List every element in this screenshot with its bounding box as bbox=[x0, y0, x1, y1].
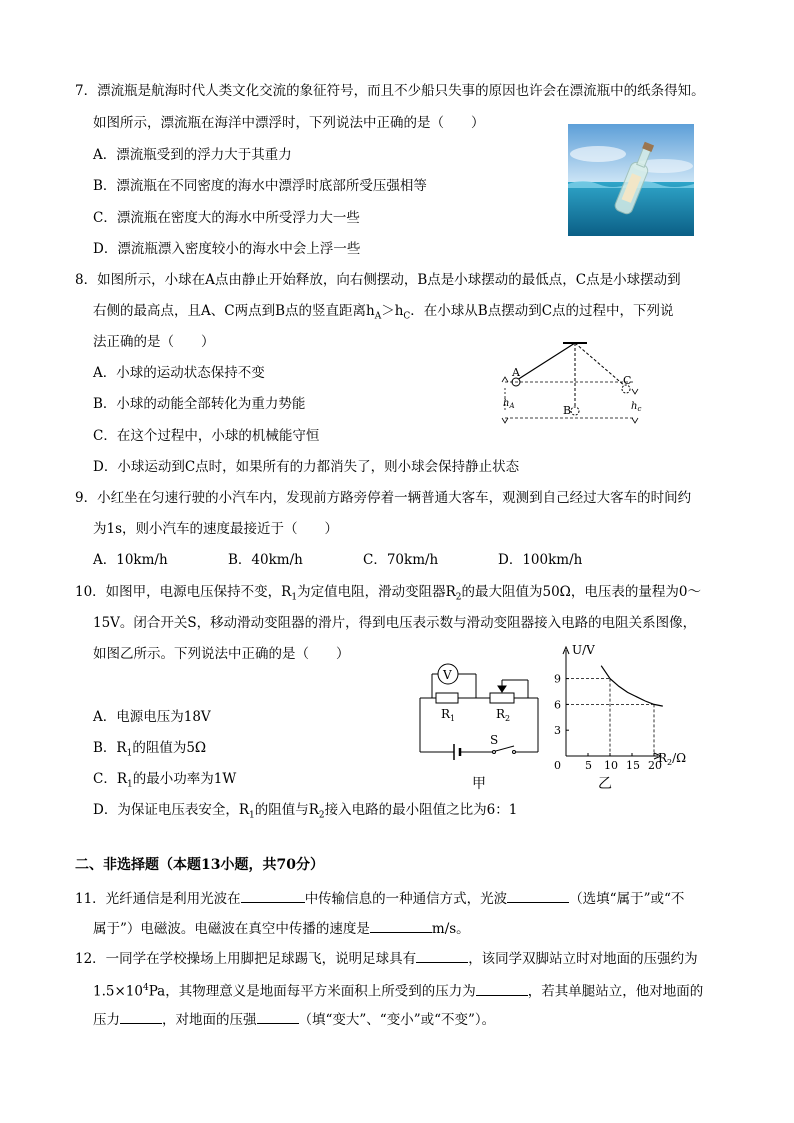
pendulum-ha-sub: A bbox=[509, 402, 515, 410]
svg-text:R2 bbox=[496, 707, 510, 723]
r1-sub: 1 bbox=[450, 714, 456, 723]
q11-blank-2[interactable] bbox=[507, 888, 569, 903]
q12-p8: （填“变大”、“变小”或“不变”）。 bbox=[298, 1012, 496, 1028]
q9-stem-line2: 为1s，则小汽车的速度最接近于（ ） bbox=[93, 521, 339, 537]
pendulum-figure bbox=[495, 336, 655, 428]
q10-stem-line1 bbox=[75, 583, 701, 607]
q10-stem-line3: 如图乙所示。下列说法中正确的是（ ） bbox=[93, 646, 350, 662]
graph-ylabel: U/V bbox=[572, 643, 595, 657]
q8-option-b: B．小球的动能全部转化为重力势能 bbox=[93, 396, 306, 412]
q9-option-c: C．70km/h bbox=[363, 552, 439, 568]
q8-stem-line1: 8．如图所示，小球在A点由静止开始释放，向右侧摆动，B点是小球摆动的最低点，C点是小球摆动到 bbox=[75, 272, 681, 288]
q12-line3 bbox=[93, 1009, 495, 1029]
r1-label: R bbox=[441, 707, 451, 721]
q11-p1: 11．光纤通信是利用光波在 bbox=[75, 891, 241, 907]
q12-p6: 压力 bbox=[93, 1012, 120, 1028]
graph-xlabel-r: R bbox=[658, 751, 668, 765]
q10-option-a: A．电源电压为18V bbox=[93, 709, 211, 725]
q7-option-d: D．漂流瓶漂入密度较小的海水中会上浮一些 bbox=[93, 241, 361, 257]
q7-option-a: A．漂流瓶受到的浮力大于其重力 bbox=[93, 147, 292, 163]
graph-caption: 乙 bbox=[598, 776, 612, 792]
q10-stem-line2: 15V。闭合开关S，移动滑动变阻器的滑片，得到电压表示数与滑动变阻器接入电路的电阻关系图像， bbox=[93, 615, 697, 631]
q10-line1-a: 10．如图甲，电源电压保持不变，R bbox=[75, 584, 292, 600]
q10-d-post: 接入电路的最小阻值之比为6：1 bbox=[324, 802, 518, 818]
q8-stem-line2-a: 右侧的最高点，且A、C两点到B点的竖直距离h bbox=[93, 303, 375, 319]
q7-stem-line1: 7．漂流瓶是航海时代人类文化交流的象征符号，而且不少船只失事的原因也许会在漂流瓶中的纸条得知。 bbox=[75, 83, 705, 99]
q12-p4: Pa，其物理意义是地面每平方米面积上所受到的压力为 bbox=[148, 983, 476, 1000]
q11-line2 bbox=[93, 918, 470, 938]
circuit-diagram bbox=[410, 656, 548, 792]
graph-ytick-label: 6 bbox=[554, 698, 561, 712]
graph-xtick-label: 15 bbox=[626, 759, 640, 772]
q11-blank-1[interactable] bbox=[241, 888, 305, 903]
graph-xtick-label: 10 bbox=[604, 759, 618, 772]
q8-stem-line2 bbox=[93, 302, 674, 326]
q10-option-b bbox=[93, 739, 206, 763]
q7-option-c: C．漂流瓶在密度大的海水中所受浮力大一些 bbox=[93, 210, 360, 226]
pendulum-label-c: C bbox=[623, 374, 632, 387]
q10-c-post: 的最小功率为1W bbox=[132, 771, 237, 787]
q11-p5: m/s。 bbox=[431, 921, 470, 937]
q7-stem-line2: 如图所示，漂流瓶在海洋中漂浮时，下列说法中正确的是（ ） bbox=[93, 115, 485, 131]
q8-stem-line2-b: ．在小球从B点摆动到C点的过程中，下列说 bbox=[410, 303, 674, 319]
q8-sub-a: A bbox=[374, 311, 382, 322]
q11-p2: 中传输信息的一种通信方式，光波 bbox=[304, 891, 508, 907]
q8-stem-line3: 法正确的是（ ） bbox=[93, 334, 215, 350]
svg-text:R2/Ω bbox=[658, 751, 686, 767]
q9-option-d: D．100km/h bbox=[498, 552, 583, 568]
q12-blank-3[interactable] bbox=[120, 1009, 162, 1024]
section2-header: 二、非选择题（本题13小题，共70分） bbox=[75, 857, 324, 873]
q7-option-b: B．漂流瓶在不同密度的海水中漂浮时底部所受压强相等 bbox=[93, 178, 427, 194]
q9-stem-line1: 9．小红坐在匀速行驶的小汽车内，发现前方路旁停着一辆普通大客车，观测到自己经过大客车的时间约 bbox=[75, 490, 692, 506]
pendulum-label-a: A bbox=[512, 366, 520, 379]
q10-sub-r1: 1 bbox=[291, 592, 298, 603]
q8-sub-c: C bbox=[403, 311, 411, 322]
q12-p5: ，若其单腿站立，他对地面的 bbox=[527, 983, 704, 1000]
svg-text:R1 bbox=[441, 707, 455, 723]
graph-xtick-label: 0 bbox=[554, 759, 561, 772]
pendulum-label-b: B bbox=[563, 404, 572, 417]
drift-bottle-image bbox=[568, 124, 694, 236]
q11-line1 bbox=[75, 888, 684, 908]
q9-option-a: A．10km/h bbox=[93, 552, 168, 568]
svg-text:hA bbox=[503, 398, 515, 410]
graph-xlabel-unit: /Ω bbox=[672, 751, 687, 765]
q12-p2: ，该同学双脚站立时对地面的压强约为 bbox=[468, 951, 698, 967]
r2-label: R bbox=[496, 707, 506, 721]
q12-blank-2[interactable] bbox=[476, 981, 528, 996]
graph-curve bbox=[601, 666, 663, 706]
q10-line1-b: 为定值电阻，滑动变阻器R bbox=[297, 584, 456, 600]
q12-line2 bbox=[93, 979, 703, 1001]
q11-blank-3[interactable] bbox=[370, 918, 432, 933]
q9-option-b: B．40km/h bbox=[228, 552, 303, 568]
q8-option-d: D．小球运动到C点时，如果所有的力都消失了，则小球会保持静止状态 bbox=[93, 459, 520, 475]
q10-b-pre: B．R bbox=[93, 740, 127, 756]
q10-option-c bbox=[93, 770, 236, 794]
switch-label: S bbox=[490, 733, 499, 747]
q11-p4: 属于”）电磁波。电磁波在真空中传播的速度是 bbox=[93, 921, 370, 937]
q10-sub-r2: 2 bbox=[455, 592, 462, 603]
q10-c-pre: C．R bbox=[93, 771, 127, 787]
q11-p3: （选填“属于”或“不 bbox=[569, 891, 685, 907]
circuit-caption: 甲 bbox=[472, 776, 486, 792]
q10-line1-c: 的最大阻值为50Ω，电压表的量程为0～ bbox=[461, 584, 701, 600]
q12-line1 bbox=[75, 948, 698, 968]
u-r-graph bbox=[548, 640, 698, 792]
q10-c-sub: 1 bbox=[127, 779, 133, 790]
graph-xlabel-sub: 2 bbox=[667, 758, 673, 767]
q12-p7: ，对地面的压强 bbox=[162, 1012, 257, 1028]
q10-d-pre: D．为保证电压表安全，R bbox=[93, 802, 249, 818]
q10-b-sub: 1 bbox=[126, 748, 133, 759]
graph-ytick-label: 9 bbox=[554, 672, 561, 686]
r2-sub: 2 bbox=[505, 714, 511, 723]
q12-p1: 12．一同学在学校操场上用脚把足球踢飞，说明足球具有 bbox=[75, 951, 417, 967]
q8-gt: ＞h bbox=[381, 303, 404, 319]
graph-ytick-label: 3 bbox=[554, 724, 561, 738]
voltmeter-label: V bbox=[443, 668, 452, 682]
q12-blank-4[interactable] bbox=[257, 1009, 299, 1024]
graph-xtick-label: 5 bbox=[585, 759, 592, 772]
q12-exp: 4 bbox=[142, 983, 149, 993]
pendulum-hc: h bbox=[631, 401, 638, 412]
q12-p3: 1.5×10 bbox=[93, 983, 143, 1000]
q10-b-post: 的阻值为5Ω bbox=[132, 740, 207, 756]
pendulum-hc-sub: c bbox=[637, 405, 642, 413]
q8-option-a: A．小球的运动状态保持不变 bbox=[93, 365, 265, 381]
graph-xtick-label: 20 bbox=[648, 759, 662, 772]
q10-d-sub2: 2 bbox=[318, 810, 325, 821]
q10-d-mid: 的阻值与R bbox=[254, 802, 319, 818]
q10-d-sub1: 1 bbox=[249, 810, 255, 821]
q12-blank-1[interactable] bbox=[416, 948, 468, 963]
q10-option-d bbox=[93, 801, 517, 825]
svg-text:hc bbox=[631, 401, 641, 413]
pendulum-ha: h bbox=[503, 398, 510, 409]
q8-option-c: C．在这个过程中，小球的机械能守恒 bbox=[93, 428, 320, 444]
